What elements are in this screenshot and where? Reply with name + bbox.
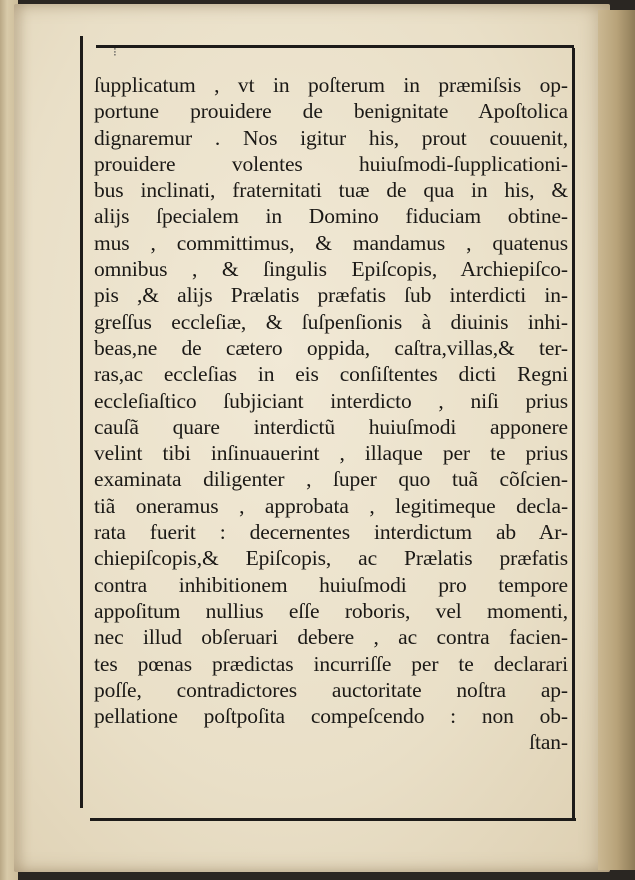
text-line: portune prouidere de benignitate Apoſtolica	[94, 99, 568, 124]
text-line: rata fuerit : decernentes interdictum ab Ar-	[94, 520, 568, 545]
corner-mark: ⁝	[113, 45, 117, 59]
text-line: examinata diligenter , ſuper quo tuã cõſcien-	[94, 467, 568, 492]
text-line: ſupplicatum , vt in poſterum in præmiſsis op-	[94, 73, 568, 97]
text-line: pis ,& alijs Prælatis præfatis ſub interdicti in-	[94, 283, 568, 308]
text-line: poſſe, contradictores auctoritate noſtra ap-	[94, 677, 568, 702]
text-line: appoſitum nullius eſſe roboris, vel momenti,	[94, 598, 568, 623]
text-line: eccleſiaſtico ſubjiciant interdicto , niſi prius	[94, 388, 568, 413]
text-line: nec illud obſeruari debere , ac contra facien-	[94, 625, 568, 650]
text-line: chiepiſcopis,& Epiſcopis, ac Prælatis præfatis	[94, 546, 568, 571]
page-fold	[598, 10, 635, 870]
text-line: bus inclinati, fraternitati tuæ de qua in his, &	[94, 178, 568, 203]
frame-rule-right	[572, 48, 575, 818]
text-line: omnibus , & ſingulis Epiſcopis, Archiepiſco-	[94, 257, 568, 282]
text-line: alijs ſpecialem in Domino fiduciam obtine-	[94, 204, 568, 229]
latin-text-block	[94, 72, 568, 756]
text-line: tiã oneramus , approbata , legitimeque decla-	[94, 493, 568, 518]
text-line: velint tibi inſinuauerint , illaque per te prius	[94, 441, 568, 466]
text-line: prouidere volentes huiuſmodi-ſupplicationi-	[94, 151, 568, 176]
catchword: ſtan-	[529, 730, 568, 755]
text-line: beas,ne de cætero oppida, caſtra,villas,& ter-	[94, 335, 568, 360]
frame-rule-left	[80, 36, 83, 808]
text-line: mus , committimus, & mandamus , quatenus	[94, 230, 568, 255]
text-line: ras,ac eccleſias in eis conſiſtentes dicti Regni	[94, 362, 568, 387]
text-line: dignaremur . Nos igitur his, prout couuenit,	[94, 125, 568, 150]
text-line: pellatione poſtpoſita compeſcendo : non ob-	[94, 704, 568, 729]
text-line: greſſus eccleſiæ, & ſuſpenſionis à diuinis inhi-	[94, 309, 568, 334]
text-line: contra inhibitionem huiuſmodi pro tempore	[94, 572, 568, 597]
frame-rule-top	[96, 45, 574, 48]
text-line: tes pœnas prædictas incurriſſe per te declarari	[94, 651, 568, 676]
text-line: cauſã quare interdictũ huiuſmodi apponere	[94, 414, 568, 439]
frame-rule-bottom	[90, 818, 576, 821]
